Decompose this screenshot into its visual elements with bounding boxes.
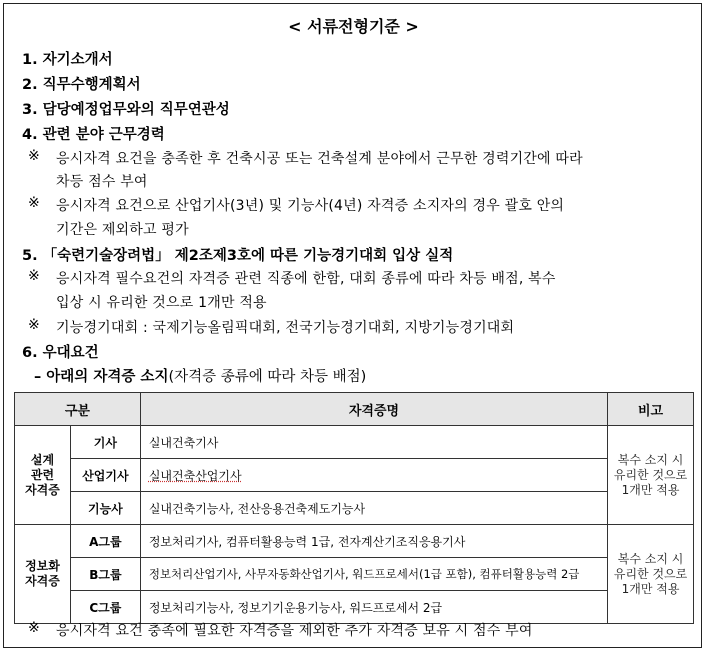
group-label-line: 관련 xyxy=(30,467,55,482)
table-row xyxy=(15,525,694,558)
header-cert: 자격증명 xyxy=(140,393,607,426)
remark-line: 1개만 적용 xyxy=(621,581,680,596)
remark-design xyxy=(608,426,694,525)
item-6: 6. 우대요건 xyxy=(22,345,99,361)
remark-line: 1개만 적용 xyxy=(621,482,680,497)
item-4-note-2-line-2: 기간은 제외하고 평가 xyxy=(56,222,189,238)
item-6-sub-bold: – 아래의 자격증 소지 xyxy=(34,369,169,385)
group-label-line: 자격증 xyxy=(25,482,60,497)
item-6-sub xyxy=(34,365,366,386)
cert-name: 실내건축기능사, 전산응용건축제도기능사 xyxy=(140,492,607,525)
table-row xyxy=(15,426,694,459)
note-mark: ※ xyxy=(28,148,40,164)
table-header-row xyxy=(15,393,694,426)
qualification-table xyxy=(14,392,694,624)
group-label-line: 설계 xyxy=(30,452,55,467)
table-row xyxy=(15,492,694,525)
cert-name: 정보처리산업기사, 사무자동화산업기사, 워드프로세서(1급 포함), 컴퓨터활용능력 2급 xyxy=(140,558,607,591)
cert-name xyxy=(140,459,607,492)
group-label-design xyxy=(15,426,71,525)
remark-it xyxy=(608,525,694,624)
cert-name: 정보처리기사, 컴퓨터활용능력 1급, 전자계산기조직응용기사 xyxy=(140,525,607,558)
cert-name: 정보처리기능사, 정보기기운용기능사, 워드프로세서 2급 xyxy=(140,591,607,624)
table-row xyxy=(15,558,694,591)
note-mark: ※ xyxy=(28,620,40,636)
cert-name: 실내건축기사 xyxy=(140,426,607,459)
cert-name-text: 실내건축산업기사 xyxy=(148,468,242,483)
item-5: 5. 「숙련기술장려법」 제2조제3호에 따른 기능경기대회 입상 실적 xyxy=(22,248,454,264)
remark-line: 유리한 것으로 xyxy=(613,467,688,482)
remark-line: 복수 소지 시 xyxy=(617,551,684,566)
note-mark: ※ xyxy=(28,317,40,333)
subgroup-label: 산업기사 xyxy=(70,459,140,492)
header-remark: 비고 xyxy=(608,393,694,426)
header-category: 구분 xyxy=(15,393,141,426)
table-row xyxy=(15,459,694,492)
item-3: 3. 담당예정업무와의 직무연관성 xyxy=(22,102,230,118)
item-2: 2. 직무수행계획서 xyxy=(22,77,141,93)
page-title: < 서류전형기준 > xyxy=(288,17,419,36)
remark-line: 유리한 것으로 xyxy=(613,566,688,581)
note-mark: ※ xyxy=(28,195,40,211)
item-4-note-2-line-1: 응시자격 요건으로 산업기사(3년) 및 기능사(4년) 자격증 소지자의 경우 괄호 안의 xyxy=(56,198,565,214)
remark-line: 복수 소지 시 xyxy=(617,452,684,467)
item-5-note-1-line-1: 응시자격 필수요건의 자격증 관련 직종에 한함, 대회 종류에 따라 차등 배점, 복수 xyxy=(56,271,556,287)
note-mark: ※ xyxy=(28,268,40,284)
subgroup-label: C그룹 xyxy=(70,591,140,624)
item-6-sub-rest: (자격증 종류에 따라 차등 배점) xyxy=(168,369,367,385)
subgroup-label: 기사 xyxy=(70,426,140,459)
item-4-note-1-line-1: 응시자격 요건을 충족한 후 건축시공 또는 건축설계 분야에서 근무한 경력기간에 따라 xyxy=(56,151,583,167)
group-label-line: 정보화 xyxy=(25,559,60,573)
item-1: 1. 자기소개서 xyxy=(22,52,113,68)
subgroup-label: A그룹 xyxy=(70,525,140,558)
item-4-note-1-line-2: 차등 점수 부여 xyxy=(56,174,148,190)
group-label-it xyxy=(15,525,71,624)
footer-note: 응시자격 요건 충족에 필요한 자격증을 제외한 추가 자격증 보유 시 점수 부여 xyxy=(56,623,533,639)
subgroup-label: B그룹 xyxy=(70,558,140,591)
item-5-note-2: 기능경기대회 : 국제기능올림픽대회, 전국기능경기대회, 지방기능경기대회 xyxy=(56,320,515,336)
table-row xyxy=(15,591,694,624)
item-4: 4. 관련 분야 근무경력 xyxy=(22,127,165,143)
item-5-note-1-line-2: 입상 시 유리한 것으로 1개만 적용 xyxy=(56,295,267,311)
subgroup-label: 기능사 xyxy=(70,492,140,525)
group-label-line: 자격증 xyxy=(25,574,60,588)
